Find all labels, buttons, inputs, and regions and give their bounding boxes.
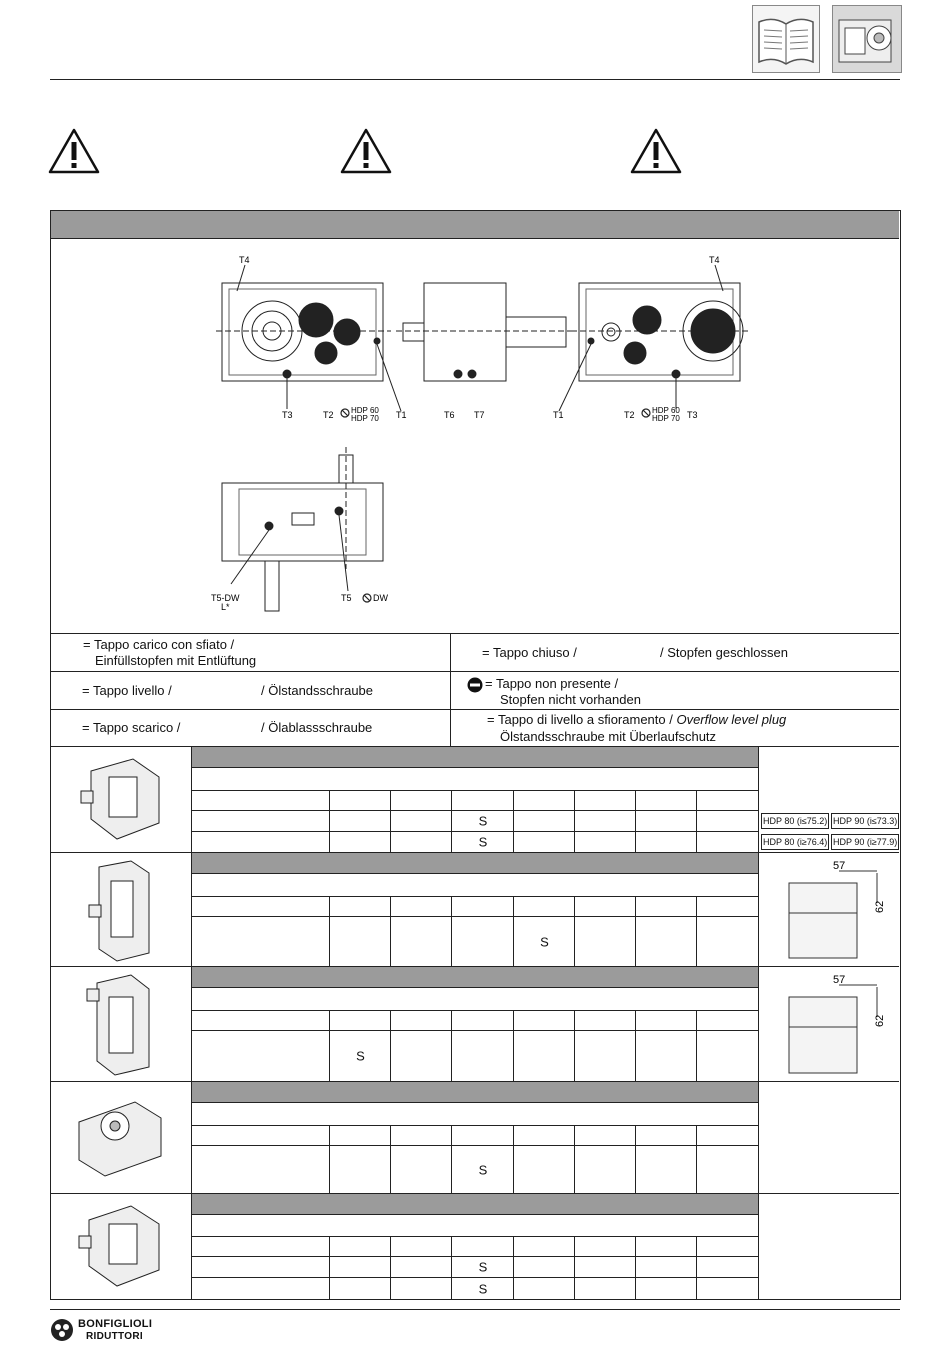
table-cell: [513, 791, 575, 810]
table-cell: [329, 1146, 391, 1193]
label-t3-right: T3: [687, 410, 698, 420]
table-cell: [329, 1011, 391, 1030]
table-cell: [696, 832, 759, 852]
brand-subtitle: RIDUTTORI: [86, 1331, 143, 1342]
table-cell: [574, 1031, 636, 1081]
table-cell: [390, 1126, 452, 1145]
label-t5: T5: [341, 593, 352, 603]
table-cell: [451, 811, 514, 831]
label-t5dw: T5-DW: [211, 593, 240, 603]
label-t3-left: T3: [282, 410, 293, 420]
table-cell: [451, 1278, 514, 1299]
table-cell: [635, 1278, 697, 1299]
table-row: [192, 1237, 758, 1257]
table-cell: [390, 1237, 452, 1256]
table-cell: [574, 1146, 636, 1193]
table-cell: [635, 791, 697, 810]
label-t1-right: T1: [553, 410, 564, 420]
table-cell: [635, 897, 697, 916]
dim-62: 62: [874, 1014, 886, 1027]
book-icon: [752, 5, 820, 73]
legend-row-2: [51, 671, 899, 709]
label-hdp60-right: HDP 60: [652, 406, 680, 415]
note-hdp80-low: HDP 80 (i≤75.2): [761, 813, 829, 829]
gearbox-icon: [832, 5, 902, 73]
label-hdp70-left: HDP 70: [351, 414, 379, 423]
dimension-sketch: [758, 967, 900, 1081]
table-cell: [574, 1278, 636, 1299]
table-cell: [574, 791, 636, 810]
label-lstar: L*: [221, 602, 230, 612]
mounting-section-1: [51, 746, 899, 852]
table-cell: [635, 1146, 697, 1193]
legend-fill-breather: = Tappo carico con sfiato /: [83, 637, 235, 652]
brand-name: BONFIGLIOLI: [78, 1318, 153, 1330]
table-cell: [390, 791, 452, 810]
table-row: [192, 1146, 758, 1193]
table-cell: [513, 811, 575, 831]
table-cell: [390, 1278, 452, 1299]
table-cell: [329, 897, 391, 916]
gearbox-thumbnail: [51, 967, 192, 1081]
table-cell: [696, 811, 759, 831]
table-cell: [390, 1257, 452, 1277]
label-t6: T6: [444, 410, 455, 420]
table-cell: [451, 1126, 514, 1145]
cell-value: S: [478, 1281, 488, 1296]
note-hdp90-low: HDP 90 (i≤73.3): [831, 813, 899, 829]
legend-row-3: [51, 709, 899, 747]
table-cell: [451, 791, 514, 810]
table-cell: [696, 897, 759, 916]
warning-icon: [340, 128, 392, 174]
table-cell: [513, 1126, 575, 1145]
legend-closed-de: / Stopfen geschlossen: [660, 645, 788, 660]
table-row: [192, 1031, 758, 1081]
warning-icon: [630, 128, 682, 174]
legend-overflow: = Tappo di livello a sfioramento / Overflow level plug: [487, 712, 787, 727]
table-cell: [329, 1031, 391, 1081]
dim-62: 62: [874, 900, 886, 913]
label-t2-right: T2: [624, 410, 635, 420]
cell-value: S: [478, 834, 488, 850]
table-cell: [390, 897, 452, 916]
legend-row-1: [51, 633, 899, 671]
table-cell: [574, 917, 636, 966]
table-cell: [329, 832, 391, 852]
dimension-sketch: [758, 853, 900, 966]
table-cell: [696, 1146, 759, 1193]
table-cell: [574, 1126, 636, 1145]
legend-closed: = Tappo chiuso /: [482, 645, 577, 660]
table-cell: [513, 897, 575, 916]
table-cell: [696, 1257, 759, 1277]
table-cell: [574, 1237, 636, 1256]
table-cell: [635, 1011, 697, 1030]
gearbox-drawings: [51, 239, 899, 632]
table-row: [192, 1126, 758, 1146]
table-cell: [574, 1257, 636, 1277]
table-row: [192, 832, 758, 852]
label-t4-right: T4: [709, 255, 720, 265]
footer-rule: [50, 1309, 900, 1310]
mounting-section-2: [51, 852, 899, 966]
gearbox-thumbnail: [51, 1194, 192, 1299]
prohibited-icon: [341, 409, 650, 602]
legend-level: = Tappo livello /: [82, 683, 172, 698]
table-cell: [390, 917, 452, 966]
legend-drain: = Tappo scarico /: [82, 720, 181, 735]
table-cell: [513, 1031, 575, 1081]
table-cell: [513, 1278, 575, 1299]
table-cell: [329, 791, 391, 810]
cell-value: S: [356, 1048, 365, 1064]
table-cell: [513, 1257, 575, 1277]
legend-drain-de: / Ölablassschraube: [261, 720, 373, 735]
table-cell: [329, 1126, 391, 1145]
legend-fill-breather-de: Einfüllstopfen mit Entlüftung: [95, 653, 257, 668]
bonfiglioli-logo-icon: [50, 1318, 74, 1342]
header-rule: [50, 79, 900, 80]
table-cell: [451, 1146, 514, 1193]
table-cell: [451, 832, 514, 852]
table-cell: [513, 917, 575, 966]
table-cell: [696, 791, 759, 810]
table-cell: [329, 1278, 391, 1299]
table-cell: [390, 1146, 452, 1193]
label-dw: DW: [373, 593, 388, 603]
label-t7: T7: [474, 410, 485, 420]
note-hdp90-high: HDP 90 (i≥77.9): [831, 834, 899, 850]
table-cell: [329, 917, 391, 966]
table-row: [192, 897, 758, 917]
gearbox-thumbnail: [51, 747, 192, 852]
table-cell: [696, 917, 759, 966]
mounting-section-3: [51, 966, 899, 1081]
table-cell: [635, 1257, 697, 1277]
table-cell: [574, 1011, 636, 1030]
legend-not-present-de: Stopfen nicht vorhanden: [500, 692, 641, 707]
label-hdp60-left: HDP 60: [351, 406, 379, 415]
table-cell: [451, 1031, 514, 1081]
table-cell: [329, 811, 391, 831]
gearbox-thumbnail: [51, 853, 192, 966]
table-cell: [635, 832, 697, 852]
notes-column: [758, 1194, 900, 1299]
table-cell: [390, 811, 452, 831]
table-cell: [513, 832, 575, 852]
table-cell: [390, 1011, 452, 1030]
table-row: [192, 811, 758, 832]
table-row: [192, 1257, 758, 1278]
table-cell: [574, 832, 636, 852]
legend-level-de: / Ölstandsschraube: [261, 683, 374, 698]
cell-value: S: [478, 1259, 488, 1275]
table-cell: [390, 832, 452, 852]
legend-overflow-de: Ölstandsschraube mit Überlaufschutz: [500, 729, 717, 744]
table-row: [192, 1011, 758, 1031]
warning-icon: [48, 128, 100, 174]
table-row: [192, 917, 758, 966]
table-cell: [451, 1237, 514, 1256]
table-cell: [329, 1257, 391, 1277]
label-t4-left: T4: [239, 255, 250, 265]
table-cell: [696, 1278, 759, 1299]
table-cell: [635, 1126, 697, 1145]
table-cell: [574, 897, 636, 916]
notes-column: [758, 747, 900, 852]
note-hdp80-high: HDP 80 (i≥76.4): [761, 834, 829, 850]
table-cell: [451, 917, 514, 966]
gearbox-thumbnail: [51, 1082, 192, 1193]
table-cell: [513, 1011, 575, 1030]
label-t2-left: T2: [323, 410, 334, 420]
notes-column: [758, 1082, 900, 1193]
cell-value: S: [478, 1162, 488, 1177]
table-header-bar: [51, 211, 899, 239]
table-cell: [696, 1237, 759, 1256]
table-cell: [696, 1126, 759, 1145]
table-cell: [635, 917, 697, 966]
table-cell: [513, 1146, 575, 1193]
table-cell: [635, 1031, 697, 1081]
mounting-section-5: [51, 1193, 899, 1299]
table-cell: [513, 1237, 575, 1256]
table-cell: [390, 1031, 452, 1081]
table-cell: [451, 1257, 514, 1277]
label-t1-left: T1: [396, 410, 407, 420]
table-cell: [329, 1237, 391, 1256]
label-hdp70-right: HDP 70: [652, 414, 680, 423]
legend-not-present: = Tappo non presente /: [485, 676, 619, 691]
table-row: [192, 1278, 758, 1299]
cell-value: S: [540, 934, 549, 949]
table-cell: [696, 1011, 759, 1030]
table-cell: [451, 1011, 514, 1030]
not-present-icon: [467, 677, 483, 693]
table-cell: [635, 1237, 697, 1256]
table-cell: [696, 1031, 759, 1081]
table-cell: [574, 811, 636, 831]
dim-57: 57: [833, 974, 846, 986]
table-cell: [451, 897, 514, 916]
table-row: [192, 791, 758, 811]
cell-value: S: [478, 813, 488, 829]
table-cell: [635, 811, 697, 831]
dim-57: 57: [833, 860, 846, 872]
mounting-section-4: [51, 1081, 899, 1193]
